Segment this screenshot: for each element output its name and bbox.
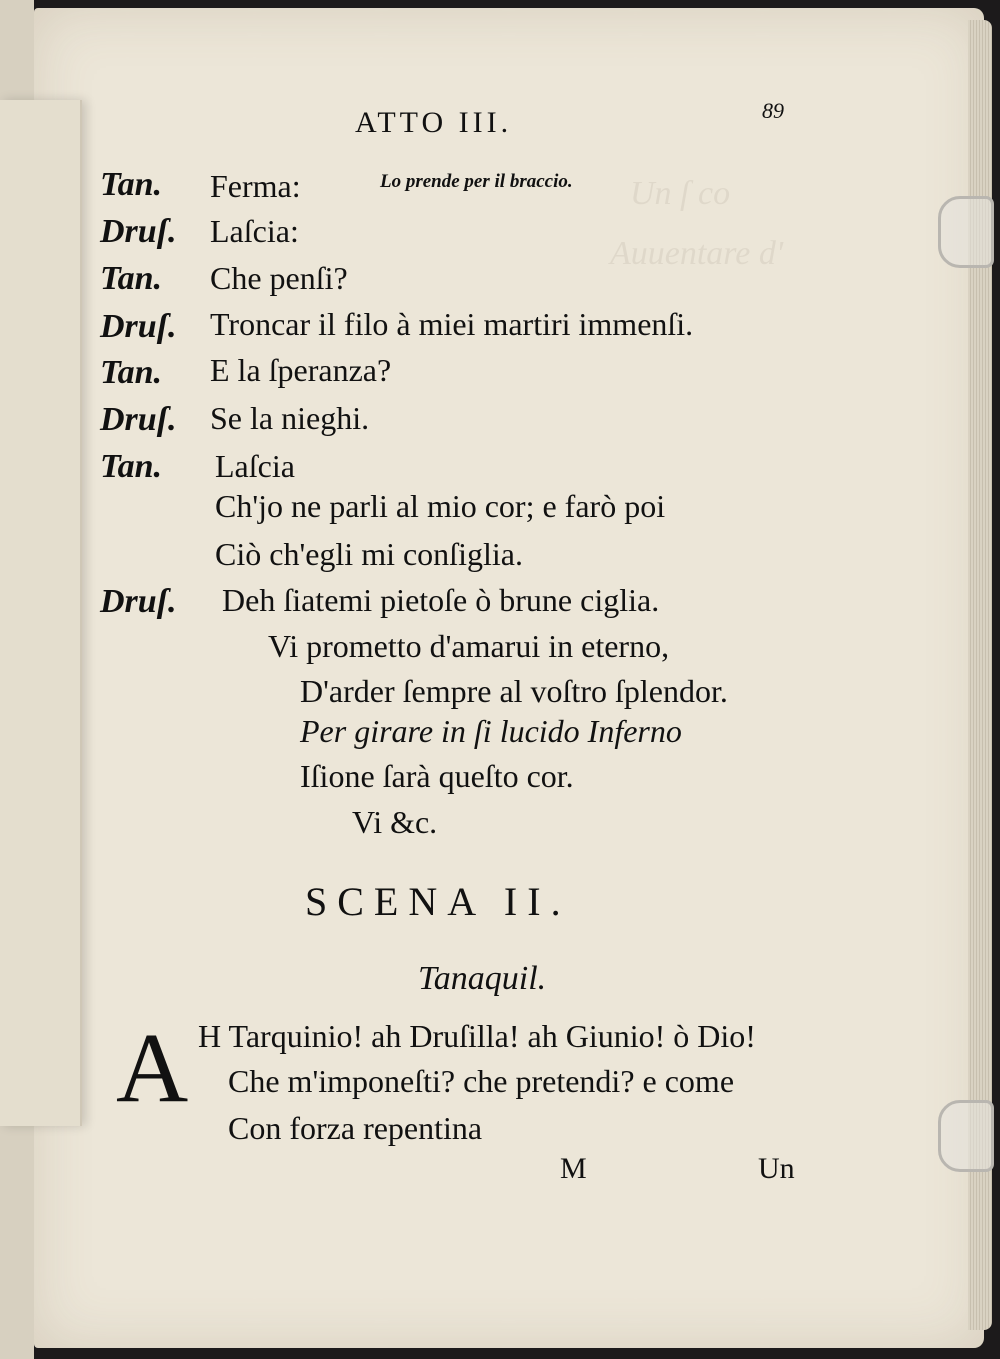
verse-line: Vi &c. <box>352 804 438 840</box>
running-header: ATTO III. <box>355 106 513 139</box>
verse-line: D'arder ſempre al voſtro ſplendor. <box>300 673 728 709</box>
scene-line: Con forza repentina <box>228 1110 483 1146</box>
signature-mark: M <box>560 1152 587 1185</box>
dialogue-line: Troncar il filo à miei martiri immenſi. <box>210 306 694 342</box>
binder-clip-top <box>938 196 994 268</box>
speaker-label: Druſ. <box>100 308 177 345</box>
stage-direction: Lo prende per il braccio. <box>380 171 573 192</box>
dialogue-line: Che penſi? <box>210 260 348 296</box>
verse-line: Iſione ſarà queſto cor. <box>300 758 574 794</box>
dialogue-line: Ferma: <box>210 168 301 204</box>
page-number: 89 <box>762 98 784 123</box>
speaker-label: Tan. <box>100 260 163 297</box>
speaker-label: Druſ. <box>100 213 177 250</box>
scene-heading: SCENA II. <box>305 879 571 924</box>
speaker-label: Tan. <box>100 354 163 391</box>
speaker-label: Tan. <box>100 166 163 203</box>
drop-cap: A <box>116 1012 189 1123</box>
show-through: Auuentare d' <box>610 235 784 272</box>
dialogue-line: Laſcia: <box>210 213 299 249</box>
dialogue-line: Laſcia <box>215 448 295 484</box>
catchword: Un <box>758 1152 795 1185</box>
verse-line: Per girare in ſi lucido Inferno <box>300 713 682 749</box>
scene-speaker: Tanaquil. <box>418 960 547 997</box>
speaker-label: Druſ. <box>100 583 177 620</box>
speaker-label: Druſ. <box>100 401 177 438</box>
dialogue-line: Deh ſiatemi pietoſe ò brune ciglia. <box>222 582 660 618</box>
facing-page-edge <box>0 100 82 1126</box>
dialogue-line: Ciò ch'egli mi conſiglia. <box>215 536 523 572</box>
scene-line: Che m'imponeſti? che pretendi? e come <box>228 1063 735 1099</box>
verse-line: Vi prometto d'amarui in eterno, <box>268 628 670 664</box>
speaker-label: Tan. <box>100 448 163 485</box>
scene-line: H Tarquinio! ah Druſilla! ah Giunio! ò Dio! <box>198 1018 756 1054</box>
binder-clip-bottom <box>938 1100 994 1172</box>
dialogue-line: Ch'jo ne parli al mio cor; e farò poi <box>215 488 666 524</box>
dialogue-line: E la ſperanza? <box>210 352 392 388</box>
dialogue-line: Se la nieghi. <box>210 400 370 436</box>
show-through: Un ſ co <box>630 175 731 212</box>
